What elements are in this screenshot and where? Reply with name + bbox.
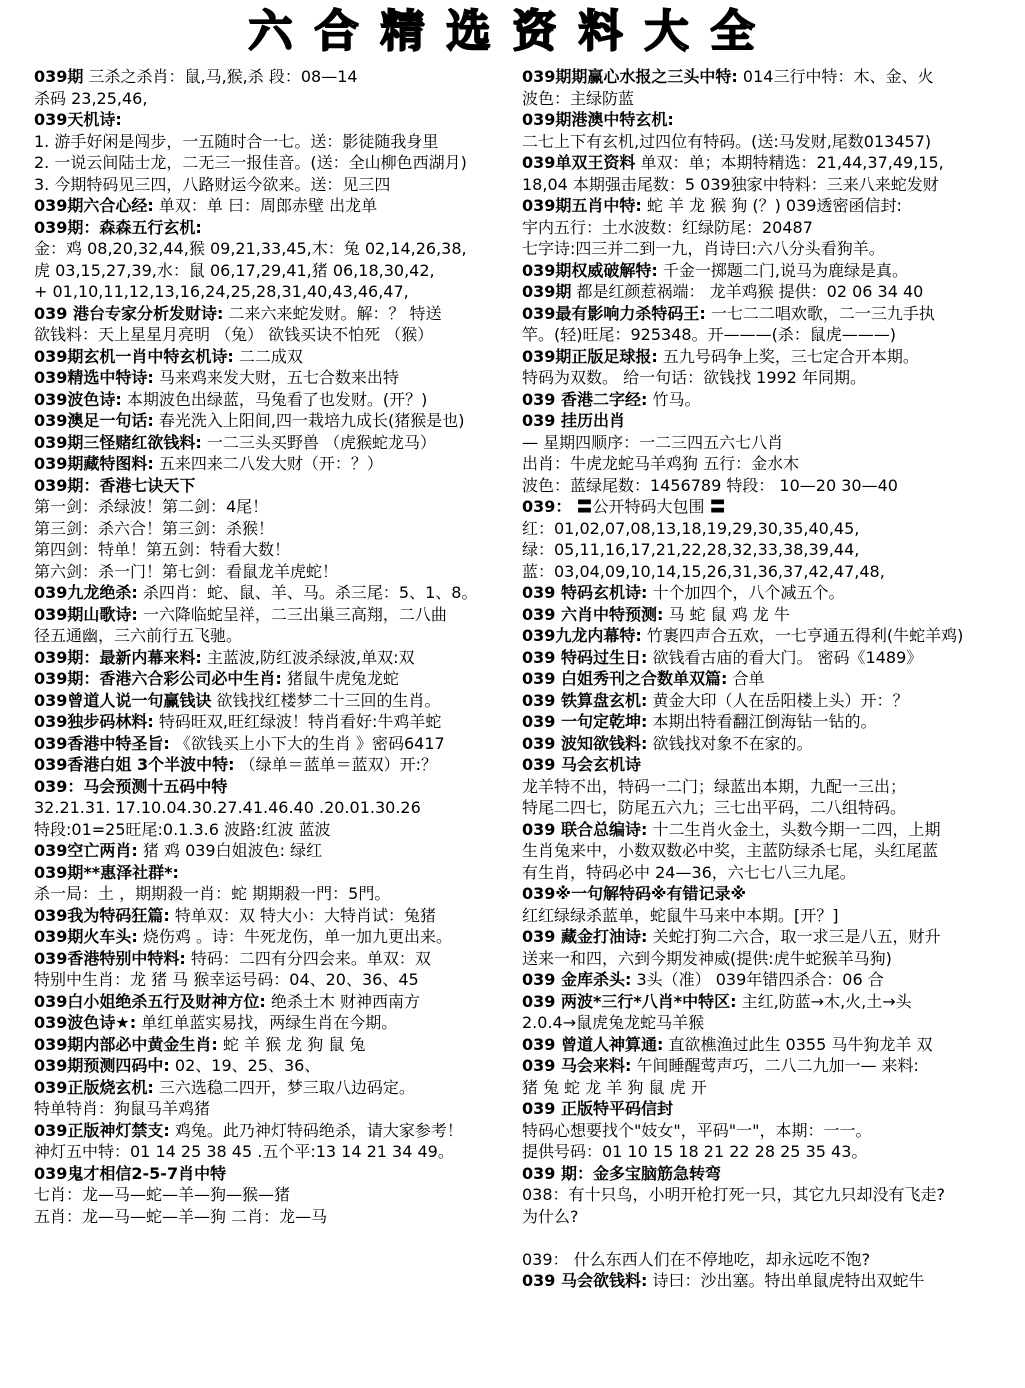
line-heading: 039 港台专家分析发财诗: xyxy=(34,303,224,323)
line-heading: 039香港白姐 3个半波中特: xyxy=(34,755,235,774)
text-line xyxy=(522,152,1018,174)
line-heading: 039期 xyxy=(522,282,572,301)
line-heading: 039期玄机一肖中特玄机诗: xyxy=(34,346,234,366)
line-heading: 039期六合心经: xyxy=(34,196,154,215)
line-content: 三杀之杀肖：鼠,马,猴,杀 段：08—14 xyxy=(83,67,358,86)
line-heading: 039 香港二字经: xyxy=(522,389,648,409)
line-heading: 039 期：金多宝脑筋急转弯 xyxy=(522,1163,721,1183)
text-line xyxy=(34,1098,532,1120)
line-content: 蓝：03,04,09,10,14,15,26,31,36,37,42,47,48, xyxy=(522,561,885,581)
text-line xyxy=(522,195,1018,217)
text-line xyxy=(34,668,532,690)
line-heading: 039期：香港六合彩公司必中生肖: xyxy=(34,669,282,688)
text-line xyxy=(522,604,1018,626)
text-line xyxy=(34,647,532,669)
line-content: 竿。(轻)旺尾：925348。开———(杀：鼠虎———) xyxy=(522,325,897,344)
text-line xyxy=(34,1012,532,1034)
line-content: 十二生肖火金土，头数今期一二四，上期 xyxy=(647,819,941,839)
line-heading: 039期三怪赌红欲钱料: xyxy=(34,432,202,452)
text-line xyxy=(34,690,532,712)
text-line xyxy=(34,174,532,196)
page-title: 六合精选资料大全 xyxy=(248,6,777,57)
text-line xyxy=(34,1184,532,1206)
text-line xyxy=(522,582,1018,604)
line-content: 2. 一说云间陆士龙，二无三一报佳音。(送：全山柳色西湖月) xyxy=(34,153,467,172)
line-heading: 039※一句解特码※有错记录※ xyxy=(522,884,747,903)
line-content: 蛇 羊 龙 猴 狗 (？) 039透密函信封: xyxy=(641,196,902,215)
line-content: 单双：单；本期特精选：21,44,37,49,15, xyxy=(635,153,944,172)
line-content: 二二成双 xyxy=(233,346,303,366)
line-heading: 039波色诗★: xyxy=(34,1013,137,1032)
line-content: 猪鼠牛虎兔龙蛇 xyxy=(281,669,399,688)
text-line xyxy=(522,711,1018,733)
line-heading: 039 两波*三行*八肖*中特区: xyxy=(522,991,737,1011)
line-content: 七字诗:四三并二到一九，肖诗曰:六八分头看狗羊。 xyxy=(522,239,885,258)
text-line xyxy=(522,969,1018,991)
text-line xyxy=(522,1012,1018,1034)
text-line xyxy=(34,1163,532,1185)
text-line xyxy=(522,496,1018,518)
line-heading: 039波色诗: xyxy=(34,389,122,409)
line-content: 波色：主绿防蓝 xyxy=(522,88,635,108)
text-line xyxy=(34,948,532,970)
line-content: 1. 游手好闲是闯步，一五随时合一七。送：影徒随我身里 xyxy=(34,131,439,151)
line-content: 单红单蓝实易找，两绿生肖在今期。 xyxy=(136,1013,398,1032)
text-line xyxy=(522,776,1018,798)
text-line xyxy=(522,238,1018,260)
line-heading: 039期山歌诗: xyxy=(34,604,138,624)
line-content: 特码旺双,旺红绿波！特肖看好:牛鸡羊蛇 xyxy=(153,712,442,731)
line-heading: 039期：森森五行玄机: xyxy=(34,217,202,237)
line-content: 本期波色出绿蓝，马兔看了也发财。(开？) xyxy=(121,389,428,409)
line-heading: 039期内部必中黄金生肖: xyxy=(34,1034,218,1054)
line-heading: 039我为特码狂篇: xyxy=(34,905,170,925)
line-content: 038：有十只鸟，小明开枪打死一只，其它九只却没有飞走? xyxy=(522,1185,946,1204)
text-line xyxy=(522,862,1018,884)
line-content: 32.21.31. 17.10.04.30.27.41.46.40 .20.01.30.26 xyxy=(34,798,421,817)
line-content: 特码：二四有分四会来。单双：双 xyxy=(185,948,431,968)
line-content: 《欲钱买上小下大的生肖 》密码6417 xyxy=(169,733,445,753)
text-line xyxy=(34,1077,532,1099)
line-content: 直欲樵渔过此生 0355 马牛狗龙羊 双 xyxy=(663,1034,933,1054)
line-heading: 039 马会来料: xyxy=(522,1056,632,1075)
text-line xyxy=(522,324,1018,346)
text-line xyxy=(522,389,1018,411)
line-content: 绝杀土木 财神西南方 xyxy=(265,991,420,1011)
text-line xyxy=(34,733,532,755)
text-line xyxy=(34,475,532,497)
line-heading: 039期正版足球报: xyxy=(522,346,658,366)
line-heading: 039精选中特诗: xyxy=(34,368,154,387)
line-content: 特单双：双 特大小：大特肖试：兔猪 xyxy=(169,905,436,925)
text-line xyxy=(34,1206,532,1228)
line-content: 都是红颜惹祸端： 龙羊鸡猴 提供：02 06 34 40 xyxy=(571,282,924,301)
line-content: 014三行中特：木、金、火 xyxy=(737,67,934,86)
line-heading: 039 挂历出肖 xyxy=(522,411,625,430)
text-line xyxy=(34,303,532,325)
text-line xyxy=(522,819,1018,841)
line-content: 午间睡醒莺声巧，二八二九加一— 来料: xyxy=(631,1056,919,1075)
text-line xyxy=(522,131,1018,153)
text-line xyxy=(522,260,1018,282)
text-line xyxy=(34,367,532,389)
text-line xyxy=(522,690,1018,712)
line-heading: 039 白姐秀刊之合数单双篇: xyxy=(522,669,728,688)
line-heading: 039正版神灯禁支: xyxy=(34,1120,170,1140)
text-line xyxy=(522,647,1018,669)
line-content: 猪 兔 蛇 龙 羊 狗 鼠 虎 开 xyxy=(522,1077,707,1097)
line-content: 提供号码：01 10 15 18 21 22 28 25 35 43。 xyxy=(522,1142,868,1161)
line-heading: 039 波知欲钱料: xyxy=(522,733,648,753)
line-content: 春光洗入上阳间,四一栽培九成长(猪猴是也) xyxy=(153,411,465,430)
line-heading: 039 马会欲钱料: xyxy=(522,1271,648,1290)
line-heading: 039期火车头: xyxy=(34,927,138,946)
text-line xyxy=(522,905,1018,927)
line-content: 2.0.4→鼠虎兔龙蛇马羊猴 xyxy=(522,1013,705,1032)
line-content: 虎 03,15,27,39,水：鼠 06,17,29,41,猪 06,18,30,42, xyxy=(34,260,435,280)
line-content: 特单特肖：狗鼠马羊鸡猪 xyxy=(34,1099,211,1118)
text-line xyxy=(34,819,532,841)
line-heading: 039单双王资料 xyxy=(522,153,636,172)
line-heading: 039： xyxy=(522,497,572,516)
text-line xyxy=(522,561,1018,583)
right-column xyxy=(522,66,1018,1384)
line-heading: 039正版烧玄机: xyxy=(34,1077,154,1097)
line-heading: 039澳足一句话: xyxy=(34,411,154,430)
line-content: 特别中生肖：龙 猪 马 猴幸运号码：04、20、36、45 xyxy=(34,970,419,989)
line-heading: 039期藏特图料: xyxy=(34,454,154,473)
text-line xyxy=(522,281,1018,303)
text-line xyxy=(34,324,532,346)
line-content: 特段:01=25旺尾:0.1.3.6 波路:红波 蓝波 xyxy=(34,819,331,839)
line-content: 生肖兔来中，小数双数必中奖，主蓝防绿杀七尾，头红尾蓝 xyxy=(522,841,939,860)
line-content: 有生肖，特码必中 24—36，六七七八三九尾。 xyxy=(522,862,856,882)
line-heading: 039空亡两肖: xyxy=(34,841,138,860)
text-line xyxy=(522,475,1018,497)
line-content: 第三剑：杀六合！第三剑：杀猴！ xyxy=(34,518,275,538)
text-line xyxy=(34,969,532,991)
line-heading: 039 特码玄机诗: xyxy=(522,583,648,602)
line-content: 3. 今期特码见三四，八路财运今欲来。送：见三四 xyxy=(34,174,391,194)
line-content: 二来六来蛇发财。解：？ 特送 xyxy=(223,303,442,323)
line-content: 鸡兔。此乃神灯特码绝杀，请大家参考！ xyxy=(169,1120,463,1140)
line-heading: 039九龙内幕特: xyxy=(522,626,642,645)
text-line xyxy=(34,131,532,153)
text-line xyxy=(522,1120,1018,1142)
text-line xyxy=(34,1034,532,1056)
line-content: 主蓝波,防红波杀绿波,单双:双 xyxy=(201,647,415,667)
text-line xyxy=(34,582,532,604)
text-line xyxy=(522,303,1018,325)
line-content: 黄金大印（人在岳阳楼上头）开：？ xyxy=(647,690,909,710)
line-heading: 039 金库杀头: xyxy=(522,970,632,989)
text-line xyxy=(522,840,1018,862)
text-line xyxy=(522,518,1018,540)
text-line xyxy=(34,346,532,368)
text-line xyxy=(522,991,1018,1013)
line-content: 猪 鸡 039白姐波色: 绿红 xyxy=(137,841,323,860)
line-content: 039： 什么东西人们在不停地吃，却永远吃不饱? xyxy=(522,1249,871,1269)
text-line xyxy=(34,840,532,862)
text-line xyxy=(34,1120,532,1142)
text-line xyxy=(34,195,532,217)
text-line xyxy=(34,66,532,88)
text-line xyxy=(34,389,532,411)
text-line xyxy=(34,432,532,454)
text-line xyxy=(522,1249,1018,1271)
line-heading: 039曾道人说一句赢钱诀 xyxy=(34,690,212,710)
text-line xyxy=(34,238,532,260)
line-content: 为什么? xyxy=(522,1206,579,1226)
text-line xyxy=(34,862,532,884)
left-column xyxy=(34,66,532,1384)
line-content: 十个加四个，八个减五个。 xyxy=(647,583,845,602)
line-heading: 039期权威破解特: xyxy=(522,260,658,280)
line-content: 第一剑：杀绿波！第二剑：4尾！ xyxy=(34,497,269,516)
line-content: 一六降临蛇呈祥，二三出巢三高翔，二八曲 xyxy=(137,604,447,624)
line-content: 杀一局：土 ，期期殺一肖：蛇 期期殺一門：5門。 xyxy=(34,884,391,903)
text-line xyxy=(522,174,1018,196)
text-line xyxy=(34,1141,532,1163)
text-line xyxy=(34,561,532,583)
line-heading: 039 藏金打油诗: xyxy=(522,927,648,946)
line-heading: 039 正版特平码信封 xyxy=(522,1099,673,1118)
text-line xyxy=(34,539,532,561)
line-content: 马 蛇 鼠 鸡 龙 牛 xyxy=(663,604,790,624)
text-line xyxy=(34,496,532,518)
line-content: 神灯五中特：01 14 25 38 45 .五个平:13 14 21 34 49。 xyxy=(34,1142,454,1161)
line-heading: 039九龙绝杀: xyxy=(34,583,138,602)
line-heading: 039天机诗: xyxy=(34,110,122,129)
text-line xyxy=(522,453,1018,475)
line-heading: 039 曾道人神算通: xyxy=(522,1034,664,1054)
line-heading: 039期五肖中特: xyxy=(522,196,642,215)
line-content: 出肖：牛虎龙蛇马羊鸡狗 五行：金水木 xyxy=(522,454,800,473)
text-line xyxy=(34,926,532,948)
line-content: 一二三头买野兽 （虎猴蛇龙马） xyxy=(201,432,436,452)
line-heading: 039期港澳中特玄机: xyxy=(522,110,674,129)
line-content: 诗曰：沙出塞。特出单鼠虎特出双蛇牛 xyxy=(647,1271,925,1290)
line-heading: 039 铁算盘玄机: xyxy=(522,690,648,710)
line-content: 红：01,02,07,08,13,18,19,29,30,35,40,45, xyxy=(522,518,860,538)
line-content: 〓公开特码大包围 〓 xyxy=(571,497,726,516)
line-heading: 039 一句定乾坤: xyxy=(522,712,648,731)
line-content: 欲钱找红楼梦二十三回的生肖。 xyxy=(211,690,441,710)
text-line xyxy=(34,625,532,647)
text-line xyxy=(34,991,532,1013)
text-line xyxy=(522,1227,1018,1249)
line-content: 竹马。 xyxy=(647,389,701,409)
line-heading: 039白小姐绝杀五行及财神方位: xyxy=(34,991,266,1011)
line-content: 18,04 本期强击尾数：5 039独家中特料：三来八来蛇发财 xyxy=(522,174,939,194)
line-heading: 039香港中特圣旨: xyxy=(34,733,170,753)
line-content: 七肖：龙—马—蛇—羊—狗—猴—猪 xyxy=(34,1185,291,1204)
text-line xyxy=(522,1141,1018,1163)
text-line xyxy=(522,346,1018,368)
line-content: （绿单＝蓝单＝蓝双）开:？ xyxy=(234,755,437,774)
text-line xyxy=(522,1055,1018,1077)
line-heading: 039鬼才相信2-5-7肖中特 xyxy=(34,1163,227,1183)
text-line xyxy=(522,367,1018,389)
text-line xyxy=(34,518,532,540)
text-line xyxy=(522,109,1018,131)
text-line xyxy=(522,66,1018,88)
line-content: 宇内五行：土水波数：红绿防尾：20487 xyxy=(522,217,813,237)
line-content: 特码心想要找个"妓女"，平码"一"，本期：一一。 xyxy=(522,1120,872,1140)
line-content: 02、19、25、36、 xyxy=(169,1056,321,1075)
text-line xyxy=(522,1034,1018,1056)
line-content: 合单 xyxy=(727,669,765,688)
line-content: 五肖：龙—马—蛇—羊—狗 二肖：龙—马 xyxy=(34,1206,328,1226)
text-line xyxy=(522,754,1018,776)
line-content: 龙羊特不出，特码一二门；绿蓝出本期，九配一三出； xyxy=(522,776,907,796)
text-line xyxy=(522,1098,1018,1120)
line-content: 第四剑：特单！第五剑：特看大数！ xyxy=(34,540,291,559)
line-content: + 01,10,11,12,13,16,24,25,28,31,40,43,46,47, xyxy=(34,282,409,301)
text-line xyxy=(34,217,532,239)
line-content: 欲钱料：天上星星月亮明 （兔） 欲钱买诀不怕死 （猴） xyxy=(34,325,434,344)
text-line xyxy=(34,776,532,798)
line-content: 本期出特看翻江倒海钻一钻的。 xyxy=(647,712,877,731)
line-content: 三六选稳二四开，梦三取八边码定。 xyxy=(153,1077,415,1097)
line-content: 径五通幽，三六前行五飞驰。 xyxy=(34,626,243,645)
line-content: — 星期四顺序：一二三四五六七八肖 xyxy=(522,432,784,452)
line-content: 送来一和四，六到今期发神威(提供:虎牛蛇猴羊马狗) xyxy=(522,948,892,968)
line-content: 关蛇打狗二六合，取一求三是八五，财升 xyxy=(647,927,941,946)
line-heading: 039 特码过生日: xyxy=(522,647,648,667)
line-content: 竹裹四声合五欢，一七亨通五得利(牛蛇羊鸡) xyxy=(641,626,964,645)
text-line xyxy=(34,905,532,927)
line-content: 二七上下有玄机,过四位有特码。(送:马发财,尾数013457) xyxy=(522,131,932,151)
line-content: 红红绿绿杀蓝单，蛇鼠牛马来中本期。[开？] xyxy=(522,905,839,925)
text-line xyxy=(522,410,1018,432)
text-line xyxy=(34,410,532,432)
line-heading: 039独步码林料: xyxy=(34,712,154,731)
line-heading: 039 六肖中特预测: xyxy=(522,604,664,624)
line-content: 欲钱找对象不在家的。 xyxy=(647,733,813,753)
line-heading: 039期预测四码中: xyxy=(34,1056,170,1075)
text-line xyxy=(522,625,1018,647)
text-line xyxy=(34,152,532,174)
text-line xyxy=(522,1270,1018,1292)
text-line xyxy=(34,883,532,905)
text-line xyxy=(34,797,532,819)
line-content: 马来鸡来发大财，五七合数来出特 xyxy=(153,368,399,387)
line-heading: 039期：最新内幕来料: xyxy=(34,647,202,667)
text-line xyxy=(522,539,1018,561)
line-content: 蛇 羊 猴 龙 狗 鼠 兔 xyxy=(217,1034,366,1054)
line-content: 绿：05,11,16,17,21,22,28,32,33,38,39,44, xyxy=(522,540,860,559)
text-line xyxy=(522,883,1018,905)
line-content: 千金一掷题二门,说马为鹿绿是真。 xyxy=(657,260,908,280)
line-content: 波色：蓝绿尾数：1456789 特段： 10—20 30—40 xyxy=(522,475,898,495)
line-content: 特码为双数。 给一句话：欲钱找 1992 年同期。 xyxy=(522,368,866,387)
text-line xyxy=(522,1206,1018,1228)
line-heading: 039最有影响力杀特码王: xyxy=(522,303,706,323)
line-content: 五九号码争上奖，三七定合开本期。 xyxy=(657,346,919,366)
text-line xyxy=(522,217,1018,239)
line-heading: 039 联合总编诗: xyxy=(522,819,648,839)
line-content: 3头（准） 039年错四杀合：06 合 xyxy=(631,970,884,989)
text-line xyxy=(34,281,532,303)
text-line xyxy=(34,604,532,626)
line-heading: 039：马会预测十五码中特 xyxy=(34,776,228,796)
line-content: 金：鸡 08,20,32,44,猴 09,21,33,45,木：兔 02,14,26,38, xyxy=(34,239,467,258)
line-heading: 039期**惠泽社群*: xyxy=(34,862,179,882)
line-heading: 039期：香港七诀天下 xyxy=(34,475,196,495)
text-line xyxy=(34,453,532,475)
line-content: 烧伤鸡 。诗：牛死龙伤，单一加九更出来。 xyxy=(137,927,452,946)
text-line xyxy=(522,948,1018,970)
line-heading: 039 马会玄机诗 xyxy=(522,755,641,774)
line-heading: 039香港特别中特料: xyxy=(34,948,186,968)
text-line xyxy=(522,926,1018,948)
line-content: 主红,防蓝→木,火,土→头 xyxy=(736,991,912,1011)
line-content: 五来四来二八发大财（开：？） xyxy=(153,454,383,473)
line-content: 杀四肖：蛇、鼠、羊、马。杀三尾：5、1、8。 xyxy=(137,583,478,602)
text-line xyxy=(522,1163,1018,1185)
text-line xyxy=(522,733,1018,755)
text-line xyxy=(34,711,532,733)
line-content: 单双：单 曰：周郎赤壁 出龙单 xyxy=(153,196,378,215)
text-line xyxy=(522,668,1018,690)
line-content: 一七二二唱欢歌，二一三九手执 xyxy=(705,303,935,323)
text-line xyxy=(34,109,532,131)
text-line xyxy=(522,432,1018,454)
line-content: 杀码 23,25,46, xyxy=(34,88,148,108)
line-content: 第六剑：杀一门！第七剑：看鼠龙羊虎蛇！ xyxy=(34,561,339,581)
text-line xyxy=(522,1184,1018,1206)
text-line xyxy=(522,797,1018,819)
text-line xyxy=(34,88,532,110)
text-line xyxy=(522,88,1018,110)
line-heading: 039期 xyxy=(34,67,84,86)
text-line xyxy=(34,1055,532,1077)
text-line xyxy=(34,754,532,776)
text-line xyxy=(522,1077,1018,1099)
line-content: 欲钱看古庙的看大门。 密码《1489》 xyxy=(647,647,923,667)
line-heading: 039期期赢心水报之三头中特: xyxy=(522,67,738,86)
line-content: 特尾二四七，防尾五六九；三七出平码，二八组特码。 xyxy=(522,798,907,817)
text-line xyxy=(34,260,532,282)
